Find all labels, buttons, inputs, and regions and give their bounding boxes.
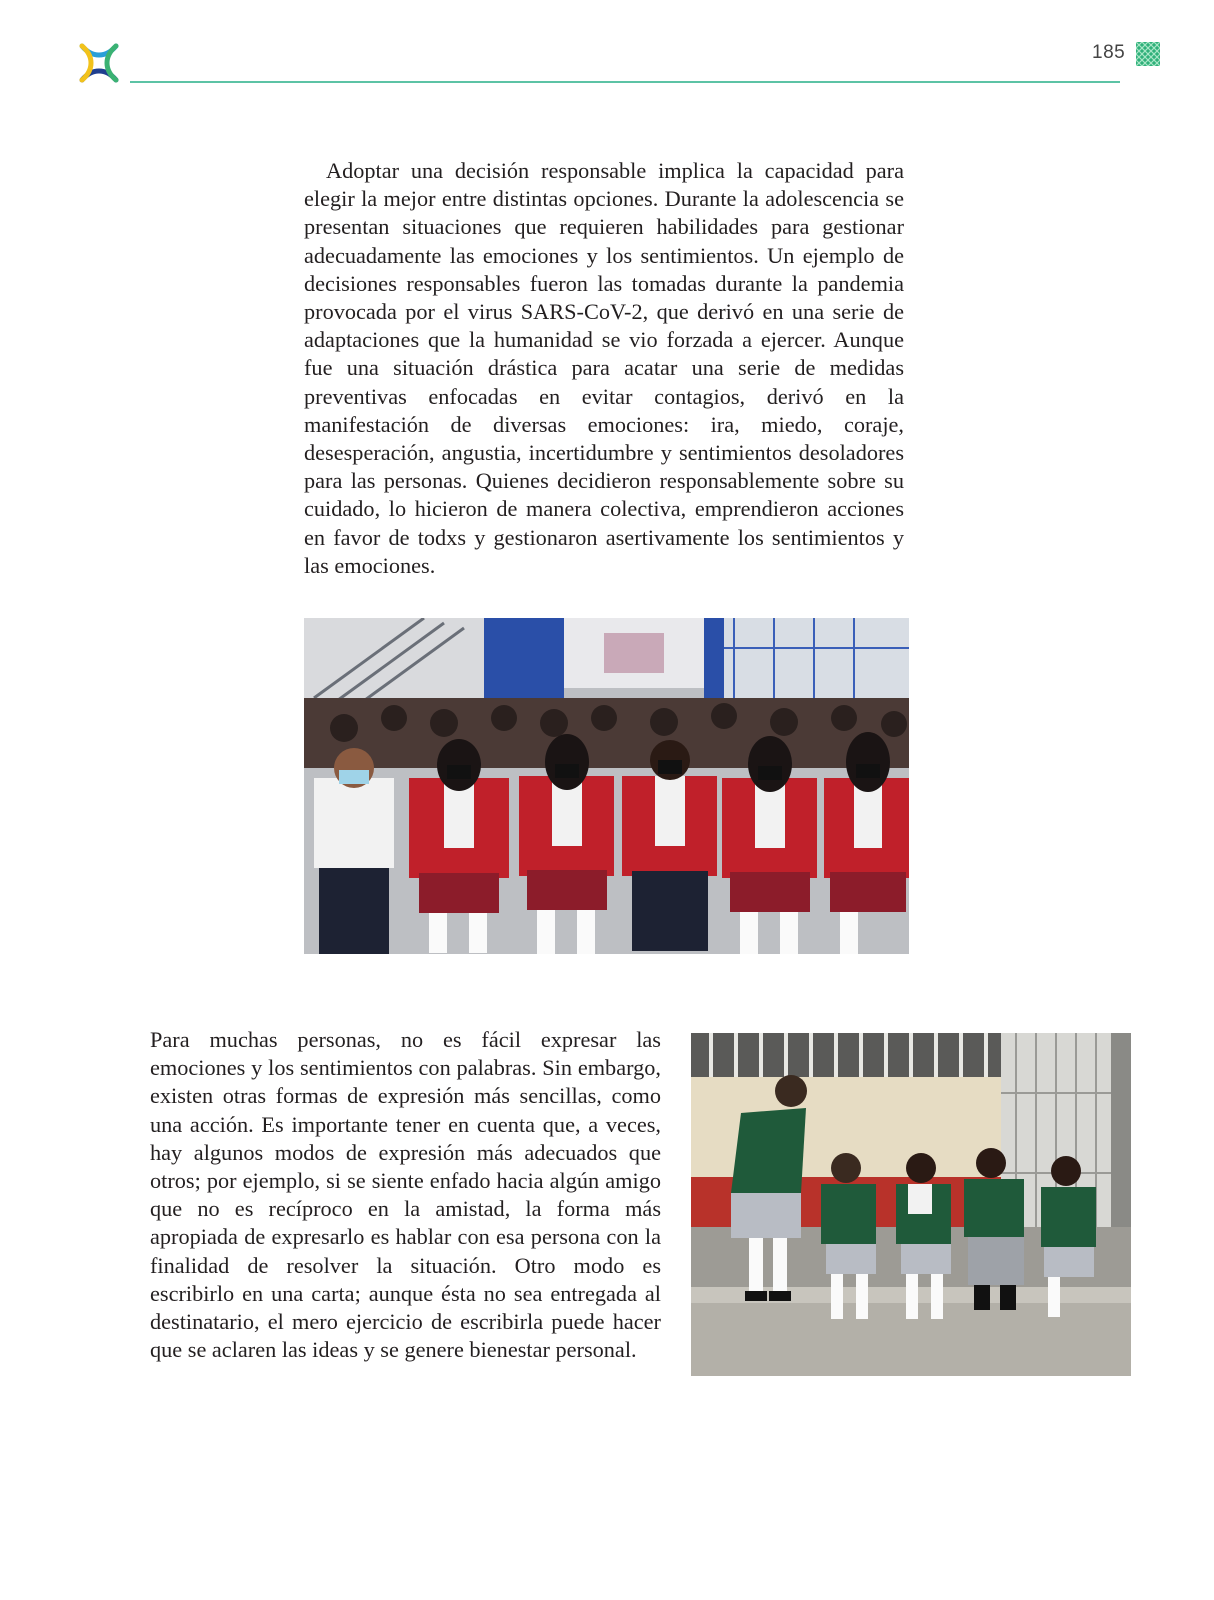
students-green-uniforms-sitting-on-step-photo xyxy=(691,1033,1131,1376)
body-paragraph-1: Adoptar una decisión responsable implica la capacidad para elegir la mejor entre distintas opciones. Durante la adolescencia se presentan situaciones que requieren habilidades para gestionar adecuadamente las emociones y los sentimientos. Un ejemplo de decisiones responsables fueron las tomadas durante la pandemia provocada por el virus SARS-CoV-2, que derivó en una serie de adaptaciones que la humanidad se vio forzada a ejercer. Aunque fue una situación drástica para acatar una serie de medidas preventivas enfocadas en evitar contagios, derivó en la manifestación de diversas emociones: ira, miedo, coraje, desesperación, angustia, incertidumbre y sentimientos desoladores para las personas. Quienes decidieron responsablemente sobre su cuidado, lo hicieron de manera colectiva, emprendieron acciones en favor de todxs y gestionaron asertivamente los sentimientos y las emociones. xyxy=(304,158,904,578)
green-pattern-tile-icon xyxy=(1136,42,1160,66)
students-seated-red-uniforms-masks-photo xyxy=(304,618,909,954)
page-number: 185 xyxy=(1092,42,1126,63)
header-rule xyxy=(130,81,1120,83)
four-arc-knot-logo-icon xyxy=(76,40,122,86)
body-paragraph-2: Para muchas personas, no es fácil expresar las emociones y los sentimientos con palabras. Sin embargo, existen otras formas de expresión más sencillas, como una acción. Es importante tener en cuenta que, a veces, hay algunos modos de expresión más adecuados que otros; por ejemplo, si se siente enfado hacia algún amigo que no es recíproco en la amistad, la forma más apropiada de expresarlo es hablar con esa persona con la finalidad de resolver la situación. Otro modo es escribirlo en una carta; aunque ésta no sea entregada al destinatario, el mero ejercicio de escribirla puede hacer que se aclaren las ideas y se genere bienestar personal. xyxy=(150,1027,661,1363)
